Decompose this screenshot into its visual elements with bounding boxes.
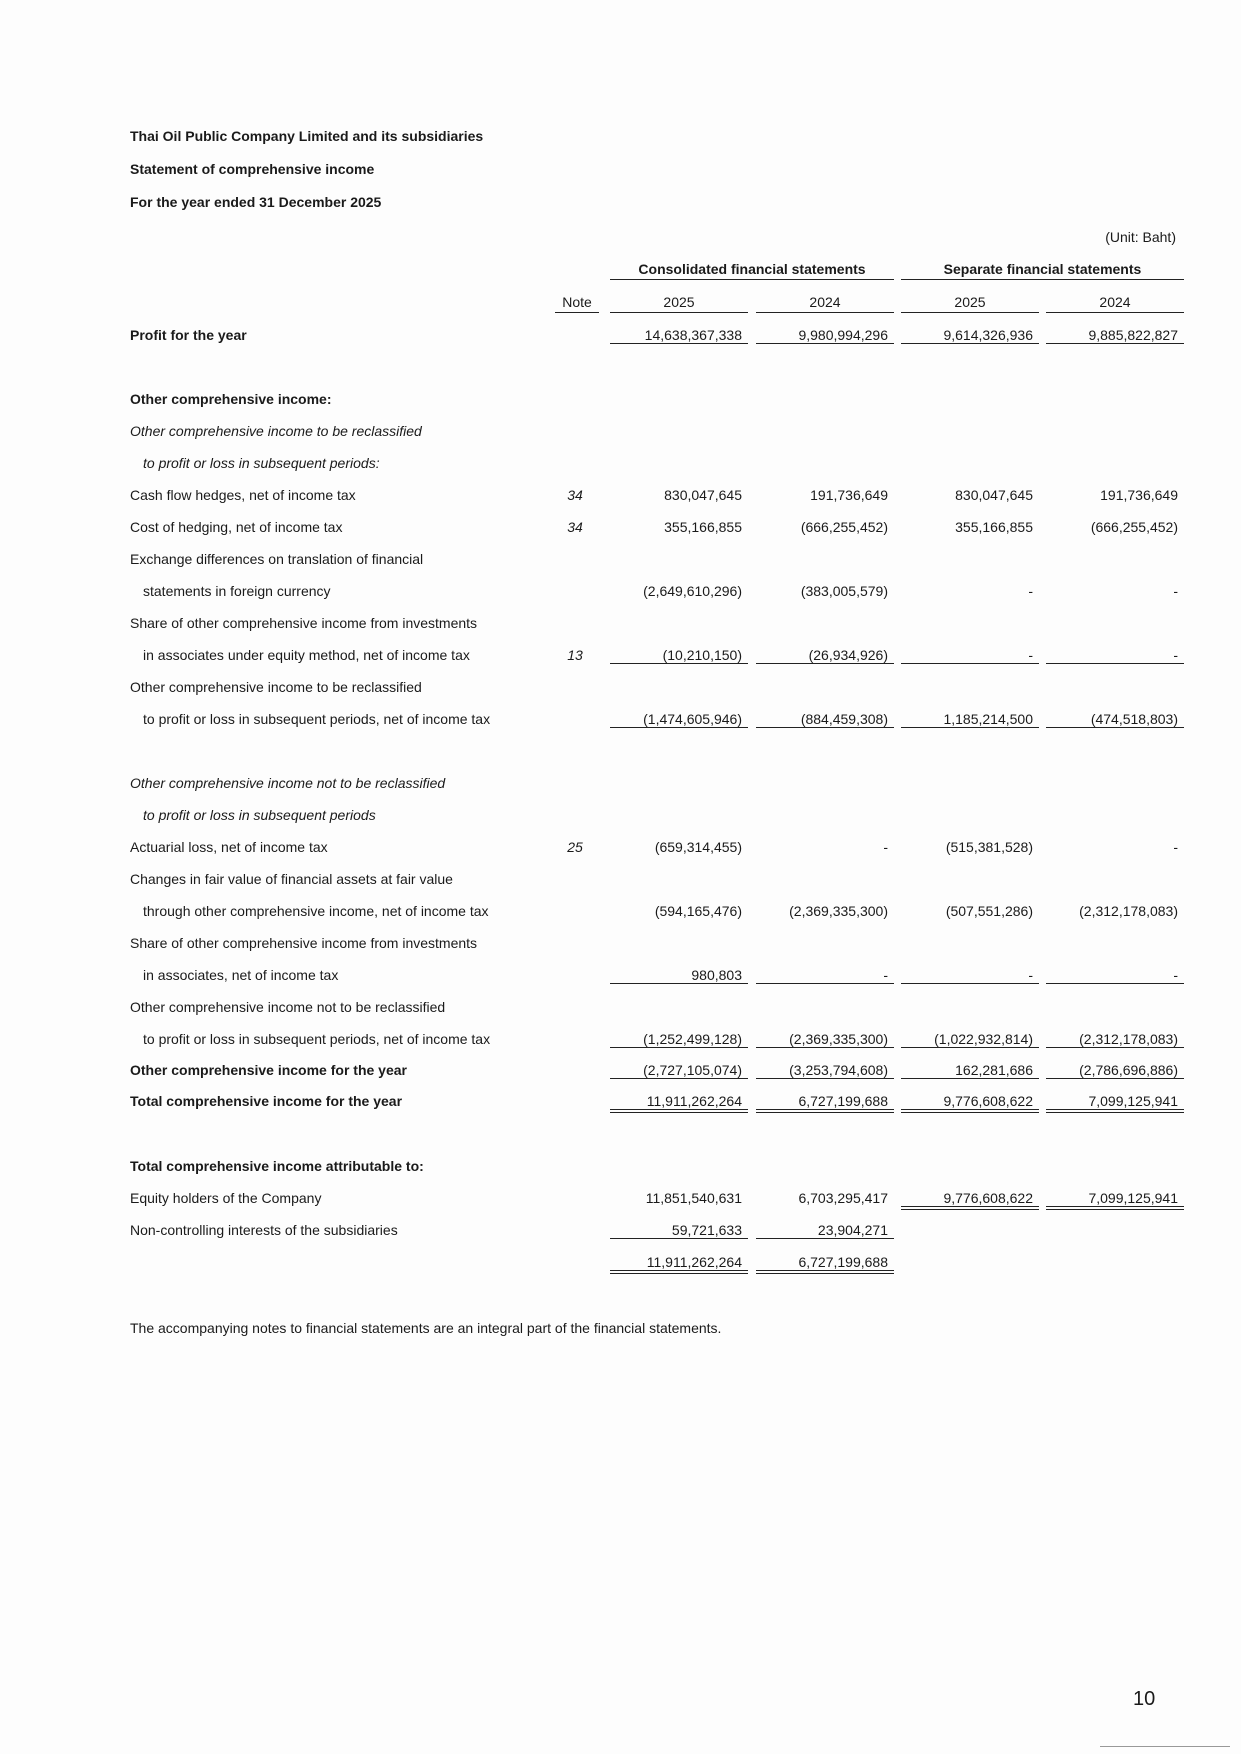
group-header-separate: Separate financial statements — [901, 261, 1184, 280]
value-sep-2025: 830,047,645 — [955, 487, 1033, 503]
row-profit-for-year — [0, 327, 1241, 347]
row-exchange-diff-1 — [0, 551, 1241, 571]
row-fvoci-2 — [0, 903, 1241, 923]
row-label: Actuarial loss, net of income tax — [130, 839, 328, 855]
value-sep-2024: (666,255,452) — [1090, 519, 1178, 535]
value-cons-2024: 23,904,271 — [756, 1222, 894, 1239]
row-label: to profit or loss in subsequent periods, net of income tax — [143, 711, 491, 727]
row-cost-of-hedging — [0, 519, 1241, 539]
value-cons-2025: 11,911,262,264 — [610, 1093, 748, 1113]
section-heading: Total comprehensive income attributable to: — [130, 1158, 424, 1174]
value-sep-2024: (474,518,803) — [1046, 711, 1184, 728]
value-sep-2024: - — [1046, 647, 1184, 664]
row-oci-heading — [0, 391, 1241, 411]
value-cons-2024: - — [756, 967, 894, 984]
note-ref: 34 — [567, 519, 583, 535]
value-cons-2025: 980,803 — [610, 967, 748, 984]
value-cons-2025: (1,474,605,946) — [610, 711, 748, 728]
col-header-cons-2024: 2024 — [756, 294, 894, 313]
row-reclass-subtotal-1 — [0, 679, 1241, 699]
value-cons-2024: 6,727,199,688 — [756, 1093, 894, 1113]
col-header-note: Note — [555, 294, 599, 313]
note-ref: 13 — [567, 647, 583, 663]
row-share-oci-assoc-nr-2 — [0, 967, 1241, 987]
subsection-heading: Other comprehensive income to be reclassified — [130, 423, 422, 439]
row-label: Cash flow hedges, net of income tax — [130, 487, 356, 503]
value-sep-2024: - — [1173, 839, 1178, 855]
value-cons-2024: 9,980,994,296 — [756, 327, 894, 344]
row-equity-holders — [0, 1190, 1241, 1210]
footer-note: The accompanying notes to financial statements are an integral part of the financial statements. — [130, 1320, 722, 1336]
row-share-oci-assoc-2 — [0, 647, 1241, 667]
value-sep-2024: - — [1046, 967, 1184, 984]
subsection-heading: to profit or loss in subsequent periods: — [143, 455, 380, 471]
row-label: Profit for the year — [130, 327, 247, 343]
value-cons-2024: 6,703,295,417 — [798, 1190, 888, 1206]
page-number: 10 — [1133, 1688, 1156, 1710]
unit-label: (Unit: Baht) — [1105, 229, 1176, 245]
value-cons-2024: (2,369,335,300) — [789, 903, 888, 919]
value-cons-2025: 59,721,633 — [610, 1222, 748, 1239]
value-sep-2024: (2,312,178,083) — [1079, 903, 1178, 919]
row-cash-flow-hedges — [0, 487, 1241, 507]
value-cons-2024: (666,255,452) — [800, 519, 888, 535]
row-label: Cost of hedging, net of income tax — [130, 519, 343, 535]
row-label: Changes in fair value of financial assets at fair value — [130, 871, 453, 887]
col-header-cons-2025: 2025 — [610, 294, 748, 313]
group-header-consolidated: Consolidated financial statements — [610, 261, 894, 280]
value-cons-2024: (884,459,308) — [756, 711, 894, 728]
row-label: through other comprehensive income, net of income tax — [143, 903, 489, 919]
row-share-oci-assoc-1 — [0, 615, 1241, 635]
row-oci-for-year — [0, 1062, 1241, 1082]
row-non-controlling — [0, 1222, 1241, 1242]
row-label: in associates, net of income tax — [143, 967, 339, 983]
subsection-heading: to profit or loss in subsequent periods — [143, 807, 376, 823]
section-heading: Other comprehensive income: — [130, 391, 332, 407]
note-ref: 25 — [567, 839, 583, 855]
value-sep-2025: 9,614,326,936 — [901, 327, 1039, 344]
row-label: to profit or loss in subsequent periods, net of income tax — [143, 1031, 491, 1047]
value-cons-2024: (2,369,335,300) — [756, 1031, 894, 1048]
value-cons-2025: 830,047,645 — [664, 487, 742, 503]
value-cons-2025: (659,314,455) — [654, 839, 742, 855]
value-cons-2025: 14,638,367,338 — [610, 327, 748, 344]
row-share-oci-assoc-nr-1 — [0, 935, 1241, 955]
value-sep-2024: 191,736,649 — [1100, 487, 1178, 503]
value-sep-2024: 9,885,822,827 — [1046, 327, 1184, 344]
row-label: Other comprehensive income not to be reclassified — [130, 999, 446, 1015]
row-label: Other comprehensive income for the year — [130, 1062, 407, 1078]
value-cons-2025: (2,727,105,074) — [610, 1062, 748, 1079]
value-sep-2025: (1,022,932,814) — [901, 1031, 1039, 1048]
value-cons-2025: (594,165,476) — [654, 903, 742, 919]
statement-title: Statement of comprehensive income — [130, 161, 375, 177]
row-label: statements in foreign currency — [143, 583, 331, 599]
row-not-reclass-subtotal-1 — [0, 999, 1241, 1019]
value-sep-2024: (2,312,178,083) — [1046, 1031, 1184, 1048]
row-label: Total comprehensive income for the year — [130, 1093, 403, 1109]
value-cons-2025: (10,210,150) — [610, 647, 748, 664]
row-total-ci-for-year — [0, 1093, 1241, 1113]
value-sep-2025: 162,281,686 — [901, 1062, 1039, 1079]
row-label: Share of other comprehensive income from investments — [130, 935, 478, 951]
value-sep-2024: - — [1173, 583, 1178, 599]
row-label: Other comprehensive income to be reclassified — [130, 679, 422, 695]
row-exchange-diff-2 — [0, 583, 1241, 603]
value-sep-2025: - — [1028, 583, 1033, 599]
value-sep-2024: 7,099,125,941 — [1046, 1093, 1184, 1113]
value-cons-2025: 11,911,262,264 — [610, 1254, 748, 1274]
row-not-reclass-subtotal-2 — [0, 1031, 1241, 1051]
row-label: Non-controlling interests of the subsidiaries — [130, 1222, 398, 1238]
row-attributable-heading — [0, 1158, 1241, 1178]
company-name: Thai Oil Public Company Limited and its subsidiaries — [130, 128, 484, 144]
row-actuarial-loss — [0, 839, 1241, 859]
row-reclass-heading-2 — [0, 455, 1241, 475]
value-cons-2025: 11,851,540,631 — [645, 1190, 742, 1206]
value-cons-2025: (1,252,499,128) — [610, 1031, 748, 1048]
statement-period: For the year ended 31 December 2025 — [130, 194, 382, 210]
row-label: Exchange differences on translation of financial — [130, 551, 424, 567]
value-sep-2025: (515,381,528) — [945, 839, 1033, 855]
value-sep-2025: 1,185,214,500 — [901, 711, 1039, 728]
row-fvoci-1 — [0, 871, 1241, 891]
page-footer-divider — [1100, 1746, 1230, 1747]
value-sep-2025: - — [901, 967, 1039, 984]
row-not-reclass-heading-1 — [0, 775, 1241, 795]
value-sep-2025: 9,776,608,622 — [901, 1190, 1039, 1210]
value-cons-2024: 191,736,649 — [810, 487, 888, 503]
value-sep-2024: 7,099,125,941 — [1046, 1190, 1184, 1210]
col-header-sep-2025: 2025 — [901, 294, 1039, 313]
value-sep-2025: 9,776,608,622 — [901, 1093, 1039, 1113]
value-cons-2025: (2,649,610,296) — [643, 583, 742, 599]
value-sep-2025: 355,166,855 — [955, 519, 1033, 535]
row-label: Share of other comprehensive income from investments — [130, 615, 478, 631]
value-sep-2025: (507,551,286) — [945, 903, 1033, 919]
row-label: in associates under equity method, net of income tax — [143, 647, 470, 663]
col-header-sep-2024: 2024 — [1046, 294, 1184, 313]
value-cons-2024: (383,005,579) — [800, 583, 888, 599]
note-ref: 34 — [567, 487, 583, 503]
row-reclass-subtotal-2 — [0, 711, 1241, 731]
value-cons-2024: (26,934,926) — [756, 647, 894, 664]
value-cons-2024: (3,253,794,608) — [756, 1062, 894, 1079]
row-not-reclass-heading-2 — [0, 807, 1241, 827]
value-sep-2025: - — [901, 647, 1039, 664]
value-cons-2024: 6,727,199,688 — [756, 1254, 894, 1274]
row-reclass-heading-1 — [0, 423, 1241, 443]
row-label: Equity holders of the Company — [130, 1190, 322, 1206]
row-attributable-total — [0, 1254, 1241, 1274]
value-cons-2025: 355,166,855 — [664, 519, 742, 535]
value-cons-2024: - — [883, 839, 888, 855]
value-sep-2024: (2,786,696,886) — [1046, 1062, 1184, 1079]
subsection-heading: Other comprehensive income not to be reclassified — [130, 775, 446, 791]
